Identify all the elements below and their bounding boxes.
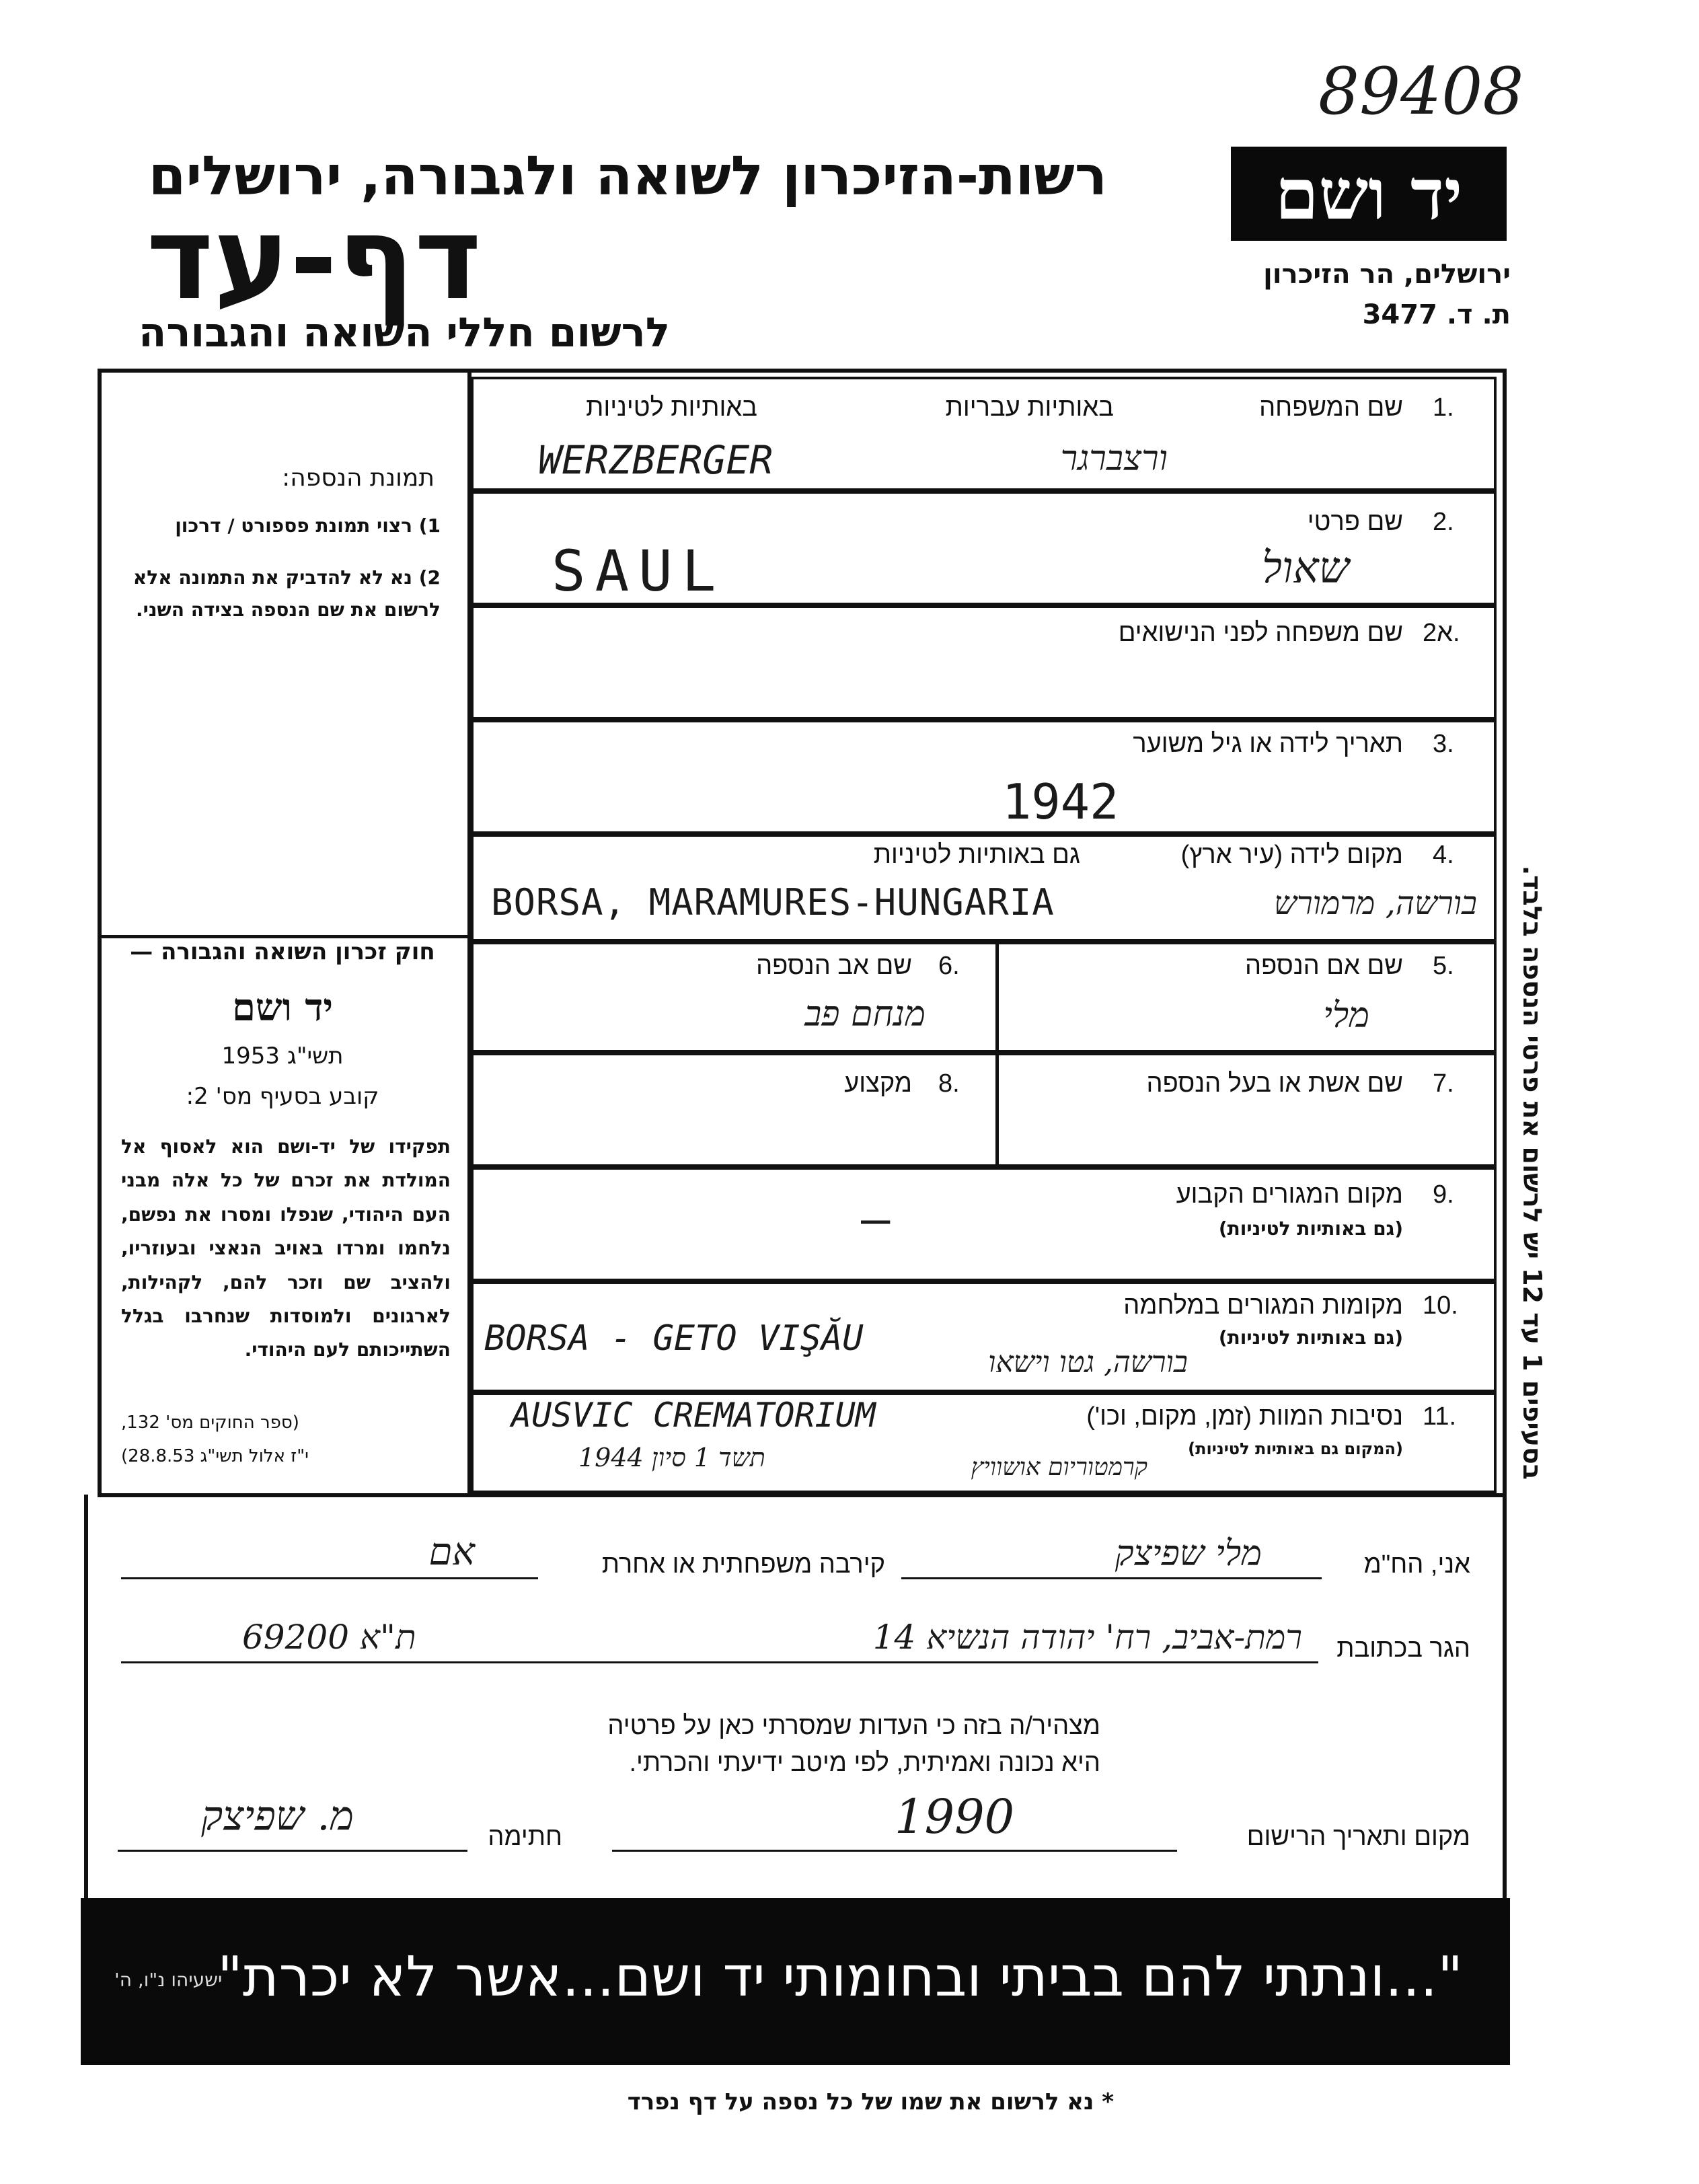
field-1-value-hebrew: ורצברגר	[1060, 439, 1168, 479]
field-2a-num: 2א.	[1423, 619, 1460, 647]
file-number: 89408	[1318, 54, 1524, 129]
field-2-value-hebrew: שאול	[1261, 543, 1349, 593]
footer-source: ישעיהו נ"ו, ה'	[114, 1969, 223, 1991]
field-2a-label: שם משפחה לפני הנישואים	[1118, 619, 1403, 647]
field-3-num: 3.	[1433, 730, 1454, 758]
field-9-num: 9.	[1433, 1180, 1454, 1209]
form-title: דף-עד	[146, 192, 482, 326]
field-11-sub: (המקום גם באותיות לטיניות)	[1188, 1439, 1403, 1458]
law-year: תשי"ג 1953	[221, 1043, 344, 1069]
declarant-relation-line	[121, 1577, 538, 1579]
field-9-value: —	[861, 1191, 891, 1247]
footer-banner	[81, 1898, 1510, 2065]
photo-box-item2: 2) נא לא להדביק את התמונה אלא לרשום את שם הנספה בצידה השני.	[133, 566, 441, 621]
field-4-value-latin: BORSA, MARAMURES-HUNGARIA	[491, 881, 1055, 924]
field-6-value: מנחם פב	[804, 994, 926, 1034]
signature: מ. שפיצק	[201, 1793, 354, 1840]
declarant-name: מלי שפיצק	[1115, 1534, 1262, 1574]
declarant-address-label: הגר בכתובת	[1336, 1634, 1470, 1663]
field-2-label: שם פרטי	[1307, 508, 1403, 536]
field-3-value: 1942	[1002, 774, 1119, 830]
signature-label: חתימה	[488, 1823, 562, 1851]
photo-box-item1: 1) רצוי תמונת פספורט / דרכון	[175, 515, 441, 537]
field-9-label: מקום המגורים הקבוע	[1176, 1180, 1403, 1209]
law-heading: חוק זכרון השואה והגבורה —	[130, 938, 435, 965]
law-ref2: י"ז אלול תשי"ג 28.8.53)	[121, 1446, 309, 1466]
declaration-line-1: מצהיר/ה בזה כי העדות שמסרתי כאן על פרטיה	[607, 1712, 1100, 1740]
field-1-col-latin: באותיות לטיניות	[586, 393, 757, 422]
field-10-num: 10.	[1423, 1291, 1458, 1320]
field-11-value-hebrew: קרמטוריום אושוויץ	[971, 1454, 1147, 1481]
field-10-label: מקומות המגורים במלחמה	[1123, 1291, 1403, 1320]
field-11-label: נסיבות המוות (זמן, מקום, וכו')	[1086, 1402, 1403, 1431]
declarant-i-label: אני, הח"מ	[1363, 1550, 1470, 1579]
field-4-col-latin: גם באותיות לטיניות	[873, 841, 1080, 869]
logo-text: יד ושם	[1275, 152, 1463, 235]
photo-box-heading: תמונת הנספה:	[282, 464, 435, 492]
bottom-note: * נא לרשום את שמו של כל נספה על דף נפרד	[627, 2088, 1114, 2115]
po-box: ת. ד. 3477	[1362, 299, 1511, 330]
field-8-label: מקצוע	[844, 1069, 912, 1098]
field-5-value: מלי	[1323, 995, 1369, 1036]
field-1-num: 1.	[1433, 393, 1454, 422]
field-7-label: שם אשת או בעל הנספה	[1146, 1069, 1403, 1098]
place-date-value: 1990	[895, 1789, 1015, 1844]
law-name: יד ושם	[231, 985, 334, 1030]
field-9-sub: (גם באותיות לטיניות)	[1218, 1217, 1403, 1240]
field-10-value-latin: BORSA - GETO VIŞĂU	[484, 1318, 864, 1359]
field-8-num: 8.	[938, 1069, 960, 1098]
field-2-value-latin: SAUL	[552, 538, 726, 604]
field-4-label: מקום לידה (עיר ארץ)	[1180, 841, 1403, 869]
field-10-value-hebrew: בורשה, גטו וישאו	[988, 1345, 1188, 1380]
side-note: בסעיפים 1 עד 12 יש לרשום את פרטי הנספה בלבד.	[1517, 865, 1547, 1480]
declarant-address: רמת-אביב, רח' יהודה הנשיא 14	[872, 1618, 1302, 1657]
field-4-value-hebrew: בורשה, מרמורש	[1274, 884, 1477, 922]
field-6-num: 6.	[938, 952, 960, 980]
org-line: רשות-הזיכרון לשואה ולגבורה, ירושלים	[148, 145, 1107, 207]
declaration-line-2: היא נכונה ואמיתית, לפי מיטב ידיעתי והכרתי.	[629, 1749, 1100, 1777]
law-text: תפקידו של יד-ושם הוא לאסוף אל המולדת את זכרם של כל אלה מבני העם היהודי, שנפלו ומסרו את נפשם, נלחמו ומרדו באויב הנאצי ובעוזריו, ולהציב שם וזכר להם, לקהילות, לארגונים ולמוסדות שנחרבו בגלל השתייכותם לעם היהודי.	[121, 1135, 451, 1361]
declarant-zip: 69200 ת"א	[242, 1618, 416, 1657]
row-5-6-divider	[995, 942, 999, 1167]
field-4-num: 4.	[1433, 841, 1454, 869]
law-section: קובע בסעיף מס' 2:	[186, 1083, 379, 1110]
field-11-value-date: 1944 תשד 1 סיון	[578, 1443, 765, 1472]
field-2-num: 2.	[1433, 508, 1454, 536]
declarant-address-line	[121, 1661, 1318, 1663]
form-subtitle: לרשום חללי השואה והגבורה	[139, 309, 670, 356]
field-1-col-hebrew: באותיות עבריות	[945, 393, 1114, 422]
yad-vashem-logo	[1231, 147, 1507, 241]
address-line: ירושלים, הר הזיכרון	[1263, 259, 1511, 290]
field-11-num: 11.	[1423, 1402, 1457, 1431]
law-ref1: (ספר החוקים מס' 132,	[121, 1413, 299, 1433]
field-6-label: שם אב הנספה	[756, 952, 912, 980]
field-7-num: 7.	[1433, 1069, 1454, 1098]
field-11-value-latin: AUSVIC CREMATORIUM	[511, 1396, 876, 1435]
field-5-num: 5.	[1433, 952, 1454, 980]
field-1-label: שם המשפחה	[1259, 393, 1403, 422]
place-date-label: מקום ותאריך הרישום	[1246, 1823, 1470, 1851]
declarant-relation-label: קירבה משפחתית או אחרת	[601, 1550, 885, 1579]
field-3-label: תאריך לידה או גיל משוער	[1133, 730, 1403, 758]
footer-quote: "...ונתתי להם בביתי ובחומותי יד ושם...אשר לא יכרת"	[217, 1945, 1463, 2009]
signature-line	[118, 1850, 467, 1852]
declarant-name-line	[901, 1577, 1322, 1579]
declarant-relation: אם	[428, 1530, 475, 1574]
field-10-sub: (גם באותיות לטיניות)	[1218, 1326, 1403, 1349]
field-5-label: שם אם הנספה	[1245, 952, 1403, 980]
field-1-value-latin: WERZBERGER	[538, 437, 773, 483]
place-date-line	[612, 1850, 1177, 1852]
